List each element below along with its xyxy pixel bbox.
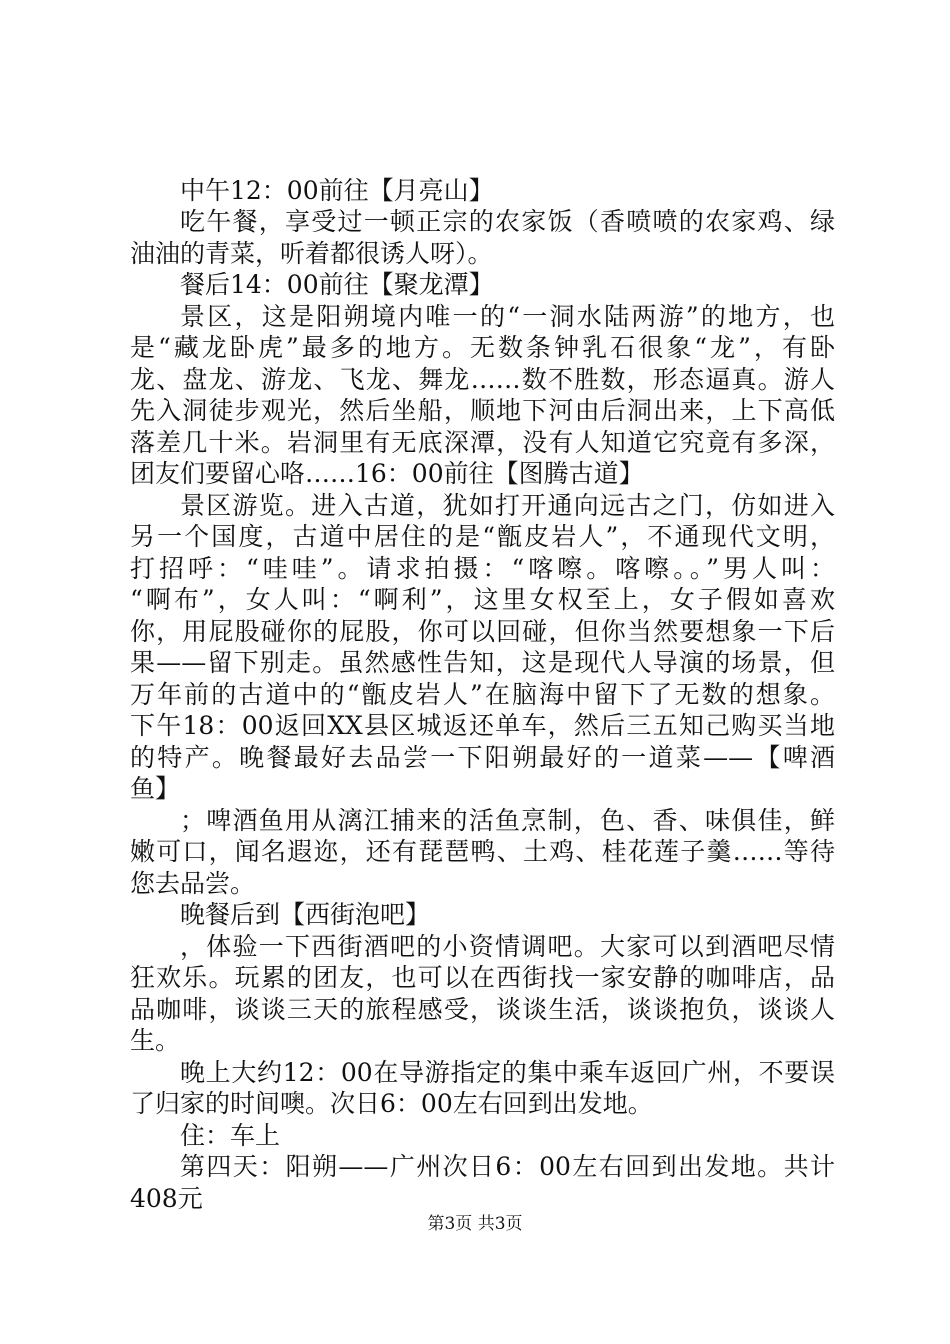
text-line: 鱼】 — [130, 774, 181, 803]
text-line: 你，用屁股碰你的屁股，你可以回碰，但你当然要想象一下后 — [130, 617, 835, 646]
text-line: 打招呼：“哇哇”。请求拍摄：“喀嚓。喀嚓。。”男人叫： — [130, 554, 835, 583]
text-line: 景区，这是阳朔境内唯一的“一洞水陆两游”的地方，也 — [180, 302, 835, 331]
text-line: 嫩可口，闻名遐迩，还有琵琶鸭、土鸡、桂花莲子羹……等待 — [130, 837, 835, 866]
text-line: 住：车上 — [180, 1121, 281, 1150]
text-line: 晚餐后到【西街泡吧】 — [180, 900, 431, 929]
text-line: 下午18：00返回XX县区城返还单车，然后三五知己购买当地 — [130, 711, 835, 740]
text-line: 晚上大约12：00在导游指定的集中乘车返回广州，不要误 — [180, 1058, 835, 1087]
text-line: 的特产。晚餐最好去品尝一下阳朔最好的一道菜——【啤酒 — [130, 743, 835, 772]
text-line: 生。 — [130, 1026, 181, 1055]
text-line: ，体验一下西街酒吧的小资情调吧。大家可以到酒吧尽情 — [180, 932, 835, 961]
text-line: 油油的青菜，听着都很诱人呀）。 — [130, 239, 493, 268]
text-line: 狂欢乐。玩累的团友，也可以在西街找一家安静的咖啡店，品 — [130, 963, 835, 992]
text-line: 品咖啡，谈谈三天的旅程感受，谈谈生活，谈谈抱负，谈谈人 — [130, 995, 835, 1024]
text-line: 餐后14：00前往【聚龙潭】 — [180, 270, 494, 299]
text-line: 团友们要留心咯……16：00前往【图腾古道】 — [130, 459, 644, 488]
text-line: 先入洞徒步观光，然后坐船，顺地下河由后洞出来，上下高低 — [130, 396, 835, 425]
text-line: 龙、盘龙、游龙、飞龙、舞龙……数不胜数，形态逼真。游人 — [130, 365, 835, 394]
text-line: 落差几十米。岩洞里有无底深潭，没有人知道它究竟有多深， — [130, 428, 835, 457]
text-line: 中午12：00前往【月亮山】 — [180, 176, 494, 205]
text-line: 您去品尝。 — [130, 869, 256, 898]
text-line: 第四天：阳朔——广州次日6：00左右回到出发地。共计 — [180, 1152, 835, 1181]
text-line: 408元 — [130, 1184, 203, 1213]
text-line: 吃午餐，享受过一顿正宗的农家饭（香喷喷的农家鸡、绿 — [180, 207, 835, 236]
text-line: 果——留下别走。虽然感性告知，这是现代人导演的场景，但 — [130, 648, 835, 677]
text-line: ；啤酒鱼用从漓江捕来的活鱼烹制，色、香、味俱佳，鲜 — [180, 806, 835, 835]
text-line: 另一个国度，古道中居住的是“甑皮岩人”，不通现代文明， — [130, 522, 835, 551]
text-line: 万年前的古道中的“甑皮岩人”在脑海中留下了无数的想象。 — [130, 680, 835, 709]
page-footer: 第3页 共3页 — [427, 1214, 523, 1234]
text-line: “啊布”，女人叫：“啊利”，这里女权至上，女子假如喜欢 — [130, 585, 835, 614]
text-line: 是“藏龙卧虎”最多的地方。无数条钟乳石很象“龙”，有卧 — [130, 333, 835, 362]
text-line: 景区游览。进入古道，犹如打开通向远古之门，仿如进入 — [180, 491, 835, 520]
text-line: 了归家的时间噢。次日6：00左右回到出发地。 — [130, 1089, 653, 1118]
